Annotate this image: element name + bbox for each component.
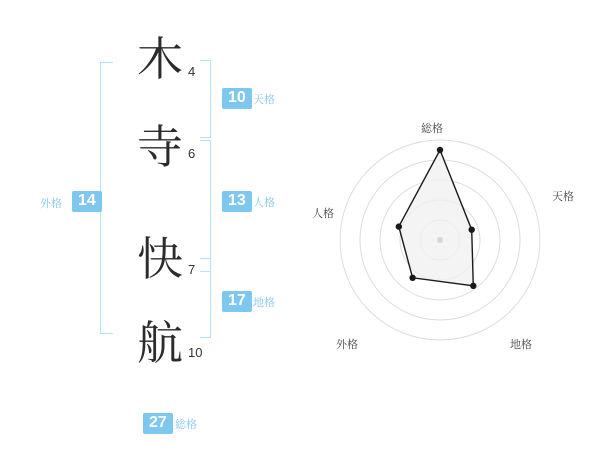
- jinkaku-value: 13: [222, 191, 252, 212]
- chikaku-value: 17: [222, 291, 252, 312]
- axis-label-soukaku: 総格: [421, 123, 443, 135]
- kanji-char-1: 木: [137, 32, 183, 86]
- soukaku-label: 総格: [175, 419, 197, 431]
- outer-group-value: 14: [72, 191, 102, 212]
- radar-center-dot: [437, 237, 443, 243]
- tenkaku-value: 10: [222, 88, 252, 109]
- radar-series-polygon: [399, 150, 474, 286]
- axis-label-gaikaku: 外格: [336, 339, 358, 351]
- kanji-strokes-2: 6: [188, 146, 196, 161]
- radar-data-point: [409, 275, 415, 281]
- outer-group-label: 外格: [40, 198, 62, 210]
- outer-bracket: [100, 62, 113, 334]
- tenkaku-label: 天格: [253, 94, 275, 106]
- kanji-char-2: 寺: [137, 120, 183, 174]
- radar-chart-svg: [300, 0, 600, 470]
- radar-data-point: [396, 223, 402, 229]
- radar-chart: [300, 0, 600, 470]
- soukaku-value: 27: [143, 413, 173, 434]
- kanji-char-4: 航: [137, 316, 183, 370]
- radar-data-point: [470, 283, 476, 289]
- tenkaku-bracket: [200, 60, 211, 138]
- axis-label-chikaku: 地格: [510, 339, 532, 351]
- radar-data-point: [437, 147, 443, 153]
- kanji-char-3: 快: [137, 232, 183, 286]
- kanji-strokes-3: 7: [188, 262, 196, 277]
- axis-label-tenkaku: 天格: [552, 191, 574, 203]
- chikaku-label: 地格: [253, 297, 275, 309]
- chikaku-bracket: [200, 258, 211, 338]
- jinkaku-bracket: [200, 140, 211, 272]
- axis-label-jinkaku: 人格: [312, 208, 334, 220]
- kanji-strokes-4: 10: [188, 345, 203, 360]
- radar-data-point: [469, 227, 475, 233]
- kanji-strokes-1: 4: [188, 64, 196, 79]
- jinkaku-label: 人格: [253, 197, 275, 209]
